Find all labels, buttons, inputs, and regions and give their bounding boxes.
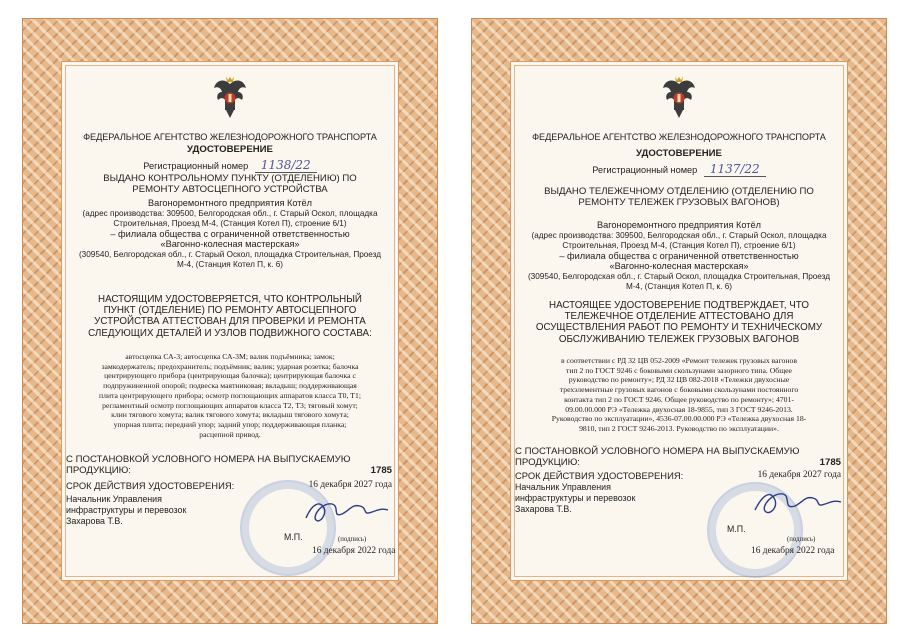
certificate-body xyxy=(510,61,848,581)
declaration-line: НАСТОЯЩИМ УДОСТОВЕРЯЕТСЯ, ЧТО КОНТРОЛЬНЫЙ xyxy=(98,294,362,305)
number-label: С ПОСТАНОВКОЙ УСЛОВНОГО НОМЕРА НА ВЫПУСКАЕМУЮ xyxy=(66,454,351,465)
signer-position: Начальник Управления xyxy=(66,494,162,504)
signer-position: инфраструктуры и перевозок xyxy=(66,505,187,515)
registration-label: Регистрационный номер xyxy=(592,165,698,175)
item-line: замкодержатель; предохранитель; подъёмник; валик; ударная розетка; балочка xyxy=(101,361,359,371)
registration-number: 1137/22 xyxy=(704,162,766,177)
item-line: центрирующего прибора (центрирующая балочка); центрирующая балочка с xyxy=(104,371,356,381)
issue-date: 16 декабря 2022 года xyxy=(751,546,835,556)
signer-position: инфраструктуры и перевозок xyxy=(515,493,636,503)
stamp-label: М.П. xyxy=(284,532,303,542)
organization-details xyxy=(519,220,839,292)
issued-to xyxy=(519,186,839,208)
item-line: упорная плита; передний упор; задний упор; поддерживающая планка; xyxy=(113,419,347,429)
validity-row xyxy=(515,470,841,481)
item-line: 09.00.00.000 РЭ «Тележка двухосная 18-9855, тип 3 ГОСТ 9246-2013. xyxy=(565,404,793,414)
signature-caption: (подпись) xyxy=(787,536,816,543)
agency-name: ФЕДЕРАЛЬНОЕ АГЕНТСТВО ЖЕЛЕЗНОДОРОЖНОГО ТРАНСПОРТА xyxy=(532,132,826,142)
signature-caption: (подпись) xyxy=(338,536,367,543)
item-line: подпружиненной опорой; подвеска маятниковая; вкладыш; поддерживающая xyxy=(103,381,357,391)
declaration-line: ОБСЛУЖИВАНИЮ ТЕЛЕЖЕК ГРУЗОВЫХ ВАГОНОВ xyxy=(558,333,800,345)
org-line: – филиала общества с ограниченной ответственностью xyxy=(559,250,799,261)
double-headed-eagle-emblem-icon xyxy=(212,74,248,120)
org-line: Строительная, Проезд М-4, (Станция Котел П), строение 6/1) xyxy=(562,240,796,250)
conditional-number xyxy=(515,446,841,468)
registration-line xyxy=(70,158,390,172)
org-line: (адрес производства: 309500, Белгородская обл., г. Старый Оскол, площадка xyxy=(82,208,378,218)
certificate-bogie xyxy=(471,18,887,624)
certified-items xyxy=(70,352,390,439)
stamp-label: М.П. xyxy=(727,524,746,534)
declaration-line: ОСУЩЕСТВЛЕНИЯ РАБОТ ПО РЕМОНТУ И ТЕХНИЧЕСКОМУ xyxy=(535,322,823,334)
item-line: руководство по ремонту»; РД 32 ЦВ 082-2018 «Тележки двухосные xyxy=(568,375,790,385)
declaration xyxy=(519,300,839,345)
item-line: плита центрирующего прибора; осмотр поглощающих аппаратов класса Т0, Т1; xyxy=(99,390,361,400)
number-label: С ПОСТАНОВКОЙ УСЛОВНОГО НОМЕРА НА ВЫПУСКАЕМУЮ xyxy=(515,446,800,457)
issued-line: РЕМОНТУ АВТОСЦЕПНОГО УСТРОЙСТВА xyxy=(132,184,328,195)
declaration-line: НАСТОЯЩЕЕ УДОСТОВЕРЕНИЕ ПОДТВЕРЖДАЕТ, ЧТО xyxy=(549,300,809,311)
handwritten-signature-icon xyxy=(751,484,843,524)
validity-label: СРОК ДЕЙСТВИЯ УДОСТОВЕРЕНИЯ: xyxy=(66,480,235,491)
item-line: трехэлементные грузовых вагонов с боковыми скользунами постоянного xyxy=(559,385,799,395)
validity-row xyxy=(66,480,392,491)
item-line: регламентный осмотр поглощающих аппаратов класса Т2, Т3; тяговый хомут; xyxy=(102,400,358,410)
validity-date: 16 декабря 2027 года xyxy=(308,480,392,490)
signer-name: Захарова Т.В. xyxy=(66,516,123,526)
item-line: Руководство по эксплуатации», 4536-07.00.00.000 РЭ «Тележка двухосная 18- xyxy=(551,414,807,424)
org-line: (адрес производства: 309500, Белгородская обл., г. Старый Оскол, площадка xyxy=(531,230,827,240)
conditional-number xyxy=(66,454,392,476)
item-line: расцепной привод. xyxy=(199,429,261,439)
certificate-title: УДОСТОВЕРЕНИЕ xyxy=(636,148,722,159)
org-line: «Вагонно-колесная мастерская» xyxy=(160,239,300,250)
issued-line: ВЫДАНО ТЕЛЕЖЕЧНОМУ ОТДЕЛЕНИЮ (ОТДЕЛЕНИЮ ПО xyxy=(544,186,814,197)
org-line: (309540, Белгородская обл., г. Старый Оскол, площадка Строительная, Проезд xyxy=(527,271,831,281)
org-name: Вагоноремонтного предприятия Котёл xyxy=(148,198,312,208)
agency-name: ФЕДЕРАЛЬНОЕ АГЕНТСТВО ЖЕЛЕЗНОДОРОЖНОГО ТРАНСПОРТА xyxy=(83,132,377,142)
org-name: Вагоноремонтного предприятия Котёл xyxy=(597,220,761,230)
declaration xyxy=(70,294,390,339)
certificate-body xyxy=(61,61,399,581)
issued-line: РЕМОНТУ ТЕЛЕЖЕК ГРУЗОВЫХ ВАГОНОВ) xyxy=(578,197,780,208)
signer-position: Начальник Управления xyxy=(515,482,611,492)
certificate-autocoupler xyxy=(22,18,438,624)
number-label: ПРОДУКЦИЮ: xyxy=(66,465,131,476)
issue-date: 16 декабря 2022 года xyxy=(312,546,396,556)
signer xyxy=(66,494,186,527)
item-line: автосцепка СА-3; автосцепка СА-3М; валик подъёмника; замок; xyxy=(125,352,335,361)
declaration-line: СЛЕДУЮЩИХ ДЕТАЛЕЙ И УЗЛОВ ПОДВИЖНОГО СОСТАВА: xyxy=(88,327,372,339)
double-headed-eagle-emblem-icon xyxy=(661,74,697,120)
number-label: ПРОДУКЦИЮ: xyxy=(515,457,580,468)
number-value: 1785 xyxy=(370,465,392,476)
validity-label: СРОК ДЕЙСТВИЯ УДОСТОВЕРЕНИЯ: xyxy=(515,470,684,481)
registration-line xyxy=(519,162,839,176)
org-line: Строительная, Проезд М-4, (Станция Котел П), строение 6/1) xyxy=(113,218,347,228)
org-line: «Вагонно-колесная мастерская» xyxy=(609,261,749,272)
signer-name: Захарова Т.В. xyxy=(515,504,572,514)
issued-line: ВЫДАНО КОНТРОЛЬНОМУ ПУНКТУ (ОТДЕЛЕНИЮ) ПО xyxy=(103,173,357,184)
validity-date: 16 декабря 2027 года xyxy=(757,470,841,480)
handwritten-signature-icon xyxy=(302,494,390,530)
signer xyxy=(515,482,635,515)
item-line: контакта тип 2 по ГОСТ 9246. Общее руководство по ремонту»; 4701- xyxy=(564,394,794,404)
item-line: 9810, тип 2 ГОСТ 9246-2013. Руководство по эксплуатации». xyxy=(579,423,779,433)
org-line: М-4, (Станция Котел П, к. 6) xyxy=(626,281,732,291)
issued-to xyxy=(70,173,390,195)
organization-details xyxy=(70,198,390,270)
org-line: – филиала общества с ограниченной ответственностью xyxy=(110,228,350,239)
certified-items xyxy=(519,356,839,434)
declaration-line: ТЕЛЕЖЕЧНОЕ ОТДЕЛЕНИЕ АТТЕСТОВАНО ДЛЯ xyxy=(564,311,794,323)
item-line: в соответствии с РД 32 ЦВ 052-2009 «Ремонт тележек грузовых вагонов xyxy=(560,356,797,365)
org-line: М-4, (Станция Котел П, к. 6) xyxy=(177,259,283,269)
number-value: 1785 xyxy=(819,457,841,468)
registration-number: 1138/22 xyxy=(255,158,317,173)
registration-label: Регистрационный номер xyxy=(143,161,249,171)
org-line: (309540, Белгородская обл., г. Старый Оскол, площадка Строительная, Проезд xyxy=(78,249,382,259)
item-line: тип 2 по ГОСТ 9246 с боковыми скользунами зазорного типа. Общее xyxy=(566,365,792,375)
declaration-line: УСТРОЙСТВА АТТЕСТОВАН ДЛЯ ПРОВЕРКИ И РЕМОНТА xyxy=(94,316,366,328)
certificate-title: УДОСТОВЕРЕНИЕ xyxy=(187,144,273,155)
item-line: клин тягового хомута; валик тягового хомута; вкладыш тягового хомута; xyxy=(111,410,349,420)
declaration-line: ПУНКТ (ОТДЕЛЕНИЕ) ПО РЕМОНТУ АВТОСЦЕПНОГО xyxy=(103,305,357,317)
